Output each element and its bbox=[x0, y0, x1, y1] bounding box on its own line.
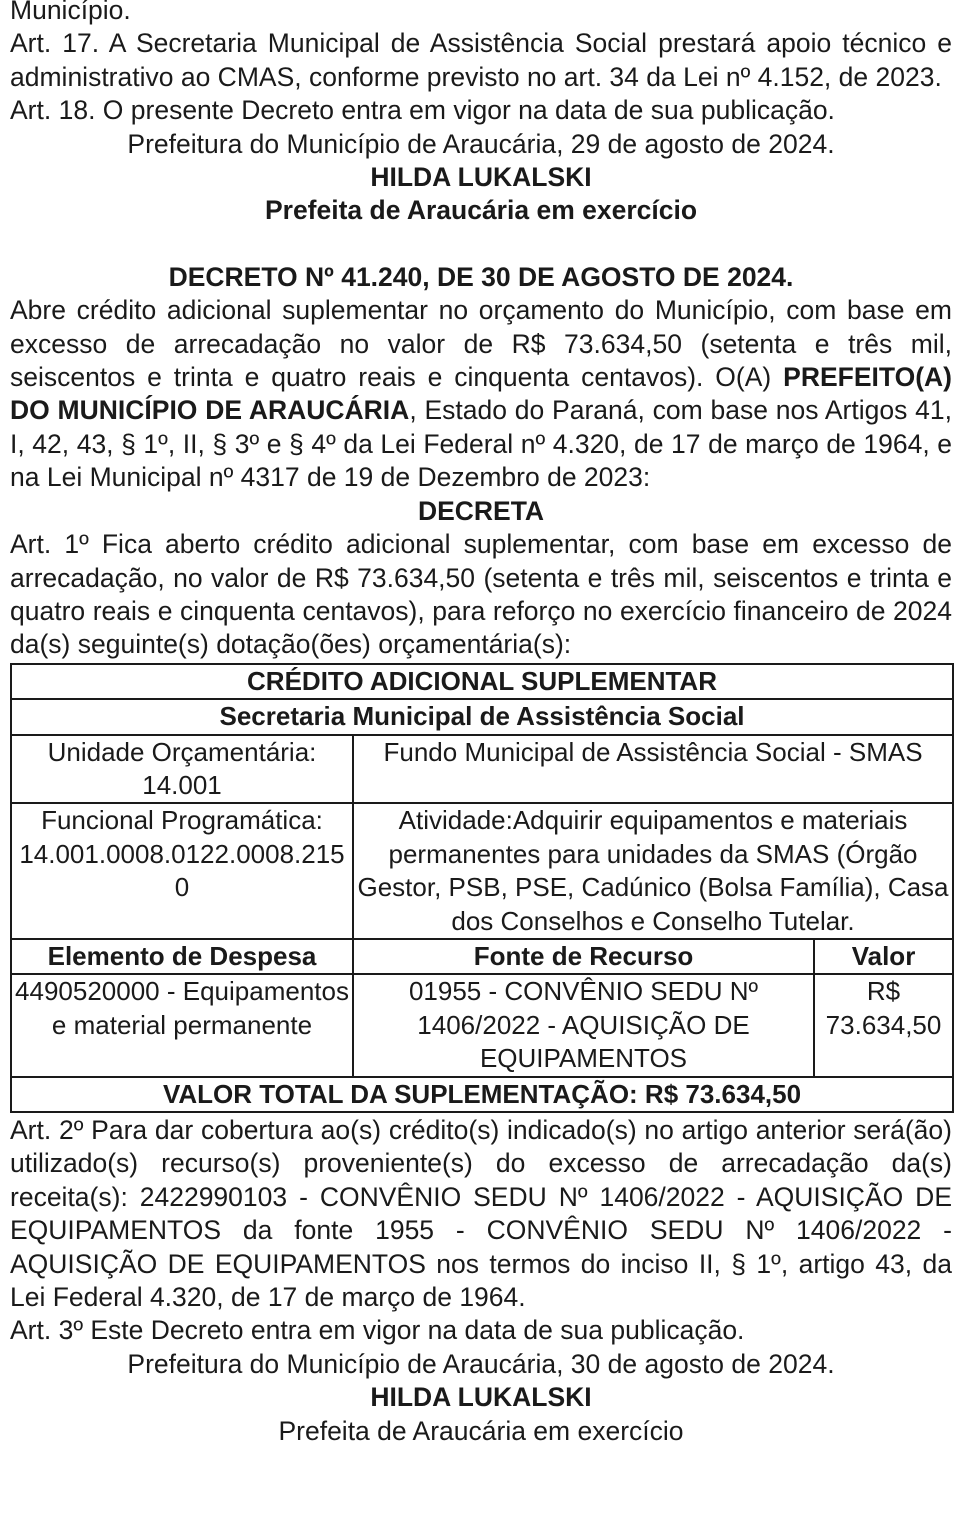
document-page bbox=[10, 0, 952, 1448]
previous-decree-tail: Município. bbox=[10, 0, 131, 25]
preamble-end: , Estado do Paraná, com base nos Artigos 41, I, 42, 43, § 1º, II, § 3º e § 4º da Lei Federal nº 4.320, de 17 de março de 1964, e na Lei Municipal nº 4317 de 19 de Dezembro de 2023: bbox=[10, 395, 952, 493]
decree-signer-name: HILDA LUKALSKI bbox=[370, 1382, 592, 1413]
table-title-row bbox=[11, 664, 953, 699]
cell-elemento: 4490520000 - Equipamentos e material permanente bbox=[11, 974, 353, 1076]
table-title: CRÉDITO ADICIONAL SUPLEMENTAR bbox=[11, 664, 953, 699]
decree-place-date: Prefeitura do Município de Araucária, 30 de agosto de 2024. bbox=[127, 1348, 835, 1379]
unidade-value: Fundo Municipal de Assistência Social - SMAS bbox=[353, 735, 953, 804]
unidade-label: Unidade Orçamentária: bbox=[47, 736, 317, 767]
previous-place-date: Prefeitura do Município de Araucária, 29 de agosto de 2024. bbox=[127, 128, 835, 159]
article-3: Art. 3º Este Decreto entra em vigor na data de sua publicação. bbox=[10, 1315, 745, 1346]
atividade-description: Atividade:Adquirir equipamentos e materiais permanentes para unidades da SMAS (Órgão Gestor, PSB, PSE, Cadúnico (Bolsa Família), Casa dos Conselhos e Conselho Tutelar. bbox=[353, 803, 953, 939]
header-valor: Valor bbox=[814, 939, 953, 974]
header-elemento: Elemento de Despesa bbox=[11, 939, 353, 974]
decree-title: DECRETO Nº 41.240, DE 30 DE AGOSTO DE 2024. bbox=[168, 261, 794, 292]
credit-table bbox=[10, 663, 954, 1113]
cell-valor: R$ 73.634,50 bbox=[814, 974, 953, 1076]
funcional-label: Funcional Programática: bbox=[41, 805, 323, 836]
decree-preamble bbox=[10, 294, 952, 494]
previous-signer-title: Prefeita de Araucária em exercício bbox=[264, 195, 698, 226]
table-total: VALOR TOTAL DA SUPLEMENTAÇÃO: R$ 73.634,50 bbox=[11, 1077, 953, 1112]
section-spacer bbox=[10, 228, 952, 261]
table-secretaria: Secretaria Municipal de Assistência Social bbox=[11, 699, 953, 734]
funcional-code: 14.001.0008.0122.0008.2150 bbox=[19, 838, 345, 903]
previous-signer-name: HILDA LUKALSKI bbox=[370, 162, 592, 193]
table-funcional-row bbox=[11, 803, 953, 939]
article-1: Art. 1º Fica aberto crédito adicional suplementar, com base em excesso de arrecadação, no valor de R$ 73.634,50 (setenta e três mil, seiscentos e trinta e quatro reais e cinquenta centavos), para reforço no exercício financeiro de 2024 da(s) seguinte(s) dotação(ões) orçamentária(s): bbox=[10, 529, 952, 660]
table-row bbox=[11, 974, 953, 1076]
unidade-cell bbox=[11, 735, 353, 804]
article-17: Art. 17. A Secretaria Municipal de Assistência Social prestará apoio técnico e administrativo ao CMAS, conforme previsto no art. 34 da Lei nº 4.152, de 2023. bbox=[10, 28, 952, 92]
unidade-code: 14.001 bbox=[142, 769, 222, 800]
preamble-start: Abre crédito adicional suplementar no orçamento do Município, com base em excesso de arrecadação no valor de R$ 73.634,50 (setenta e três mil, seiscentos e trinta e quatro reais e cinquenta centavos). O(A) bbox=[10, 295, 952, 393]
funcional-cell bbox=[11, 803, 353, 939]
preamble-authority: PREFEITO(A) DO MUNICÍPIO DE ARAUCÁRIA bbox=[10, 362, 952, 426]
decreta-heading: DECRETA bbox=[417, 495, 545, 526]
cell-fonte: 01955 - CONVÊNIO SEDU Nº 1406/2022 - AQUISIÇÃO DE EQUIPAMENTOS bbox=[353, 974, 814, 1076]
table-total-row bbox=[11, 1077, 953, 1112]
table-header-row bbox=[11, 939, 953, 974]
article-2: Art. 2º Para dar cobertura ao(s) crédito(s) indicado(s) no artigo anterior será(ão) utilizado(s) recurso(s) proveniente(s) do excesso de arrecadação da(s) receita(s): 2422990103 - CONVÊNIO SEDU Nº 1406/2022 - AQUISIÇÃO DE EQUIPAMENTOS da fonte 1955 - CONVÊNIO SEDU Nº 1406/2022 - AQUISIÇÃO DE EQUIPAMENTOS nos termos do inciso II, § 1º, artigo 43, da Lei Federal 4.320, de 17 de março de 1964. bbox=[10, 1115, 952, 1313]
article-18: Art. 18. O presente Decreto entra em vigor na data de sua publicação. bbox=[10, 95, 835, 126]
header-fonte: Fonte de Recurso bbox=[353, 939, 814, 974]
table-secretaria-row bbox=[11, 699, 953, 734]
decree-signer-title: Prefeita de Araucária em exercício bbox=[278, 1415, 684, 1446]
table-unidade-row bbox=[11, 735, 953, 804]
